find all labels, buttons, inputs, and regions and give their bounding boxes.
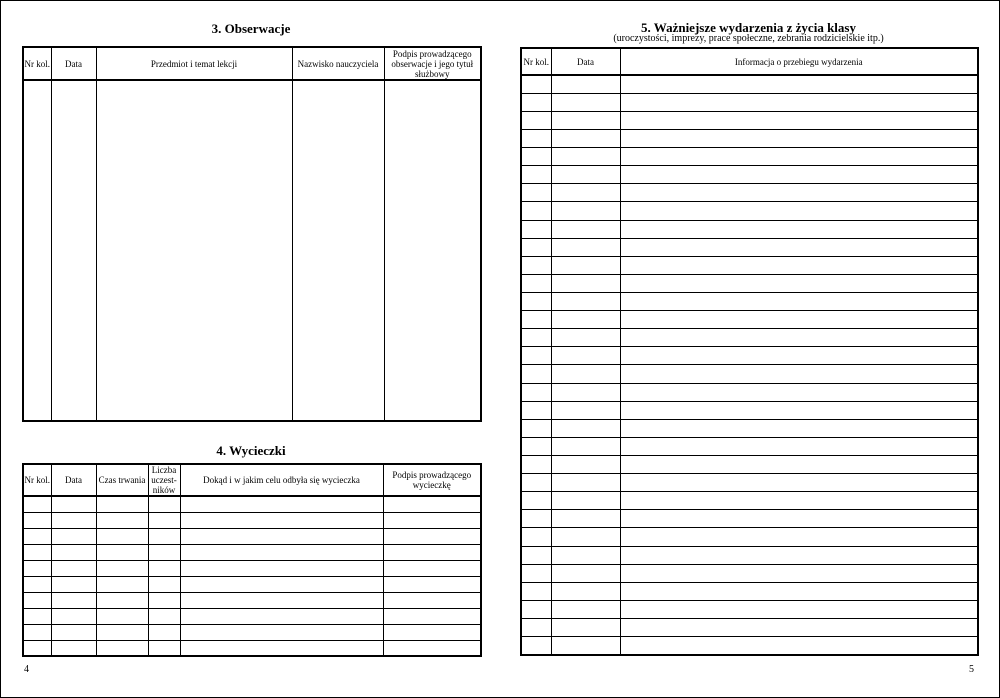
table-cell[interactable] xyxy=(383,496,481,512)
table-cell[interactable] xyxy=(180,544,383,560)
table-cell[interactable] xyxy=(551,582,620,600)
table-row xyxy=(23,576,481,592)
table-cell[interactable] xyxy=(521,256,551,274)
table-cell[interactable] xyxy=(551,347,620,365)
table-cell[interactable] xyxy=(521,365,551,383)
table-row xyxy=(521,618,978,636)
table-cell[interactable] xyxy=(521,111,551,129)
table-row xyxy=(23,640,481,656)
table-row xyxy=(521,166,978,184)
table-row xyxy=(521,347,978,365)
table-row xyxy=(521,75,978,93)
wydarzenia-subtitle: (uroczystości, imprezy, prace społeczne, zebrania rodzicielskie itp.) xyxy=(613,33,884,44)
table-cell[interactable] xyxy=(620,546,978,564)
table-cell[interactable] xyxy=(551,528,620,546)
table-row xyxy=(23,512,481,528)
table-cell[interactable] xyxy=(383,608,481,624)
table-cell[interactable] xyxy=(383,624,481,640)
table-cell[interactable] xyxy=(96,496,148,512)
table-cell[interactable] xyxy=(51,560,96,576)
table-row xyxy=(521,437,978,455)
table-cell[interactable] xyxy=(180,560,383,576)
table-cell[interactable] xyxy=(51,640,96,656)
table-cell[interactable] xyxy=(620,637,978,655)
table-cell[interactable] xyxy=(620,365,978,383)
table-row xyxy=(521,130,978,148)
table-cell[interactable] xyxy=(148,496,180,512)
table-cell[interactable] xyxy=(620,510,978,528)
table-cell[interactable] xyxy=(551,220,620,238)
table-cell[interactable] xyxy=(620,329,978,347)
table-cell[interactable] xyxy=(51,544,96,560)
table-cell[interactable] xyxy=(551,365,620,383)
obserwacje-table xyxy=(22,46,482,422)
table-cell[interactable] xyxy=(51,592,96,608)
table-cell[interactable] xyxy=(23,512,51,528)
table-row xyxy=(521,528,978,546)
table-row xyxy=(521,637,978,655)
table-cell[interactable] xyxy=(521,184,551,202)
table-cell[interactable] xyxy=(148,560,180,576)
table-cell[interactable] xyxy=(180,624,383,640)
column-header: Data xyxy=(51,464,96,496)
table-cell[interactable] xyxy=(383,592,481,608)
table-cell[interactable] xyxy=(521,148,551,166)
table-cell[interactable] xyxy=(383,576,481,592)
column-header: Podpis prowadzącego obserwacje i jego tytuł służbowy xyxy=(384,47,481,80)
table-cell[interactable] xyxy=(521,419,551,437)
table-row xyxy=(521,582,978,600)
table-cell[interactable] xyxy=(521,292,551,310)
table-cell[interactable] xyxy=(551,311,620,329)
table-cell[interactable] xyxy=(96,528,148,544)
table-cell[interactable] xyxy=(521,93,551,111)
table-cell[interactable] xyxy=(620,148,978,166)
table-cell[interactable] xyxy=(551,401,620,419)
table-row xyxy=(521,600,978,618)
table-cell[interactable] xyxy=(521,546,551,564)
table-cell[interactable] xyxy=(51,528,96,544)
column-header: Informacja o przebiegu wydarzenia xyxy=(620,48,978,75)
table-cell[interactable] xyxy=(551,238,620,256)
table-cell[interactable] xyxy=(521,166,551,184)
table-row xyxy=(521,184,978,202)
table-cell[interactable] xyxy=(148,512,180,528)
table-row xyxy=(23,624,481,640)
table-row xyxy=(23,608,481,624)
table-cell[interactable] xyxy=(521,238,551,256)
table-cell[interactable] xyxy=(383,512,481,528)
table-cell[interactable] xyxy=(551,274,620,292)
table-row xyxy=(521,202,978,220)
table-cell[interactable] xyxy=(620,292,978,310)
table-cell[interactable] xyxy=(551,637,620,655)
table-cell[interactable] xyxy=(96,512,148,528)
table-cell[interactable] xyxy=(96,624,148,640)
table-cell[interactable] xyxy=(148,608,180,624)
column-header: Podpis prowadzącego wycieczkę xyxy=(383,464,481,496)
table-cell[interactable] xyxy=(551,75,620,93)
table-row xyxy=(521,419,978,437)
table-cell[interactable] xyxy=(96,592,148,608)
table-cell[interactable] xyxy=(551,383,620,401)
table-cell[interactable] xyxy=(620,111,978,129)
table-row xyxy=(521,148,978,166)
table-cell[interactable] xyxy=(620,238,978,256)
table-cell[interactable] xyxy=(620,528,978,546)
table-cell[interactable] xyxy=(551,618,620,636)
obserwacje-title: 3. Obserwacje xyxy=(211,21,291,36)
table-cell[interactable] xyxy=(620,220,978,238)
table-cell[interactable] xyxy=(180,640,383,656)
table-cell[interactable] xyxy=(551,474,620,492)
table-cell[interactable] xyxy=(551,130,620,148)
table-cell[interactable] xyxy=(51,512,96,528)
table-cell[interactable] xyxy=(23,528,51,544)
table-row xyxy=(521,492,978,510)
table-cell[interactable] xyxy=(521,618,551,636)
table-cell[interactable] xyxy=(23,624,51,640)
table-cell[interactable] xyxy=(23,544,51,560)
table-cell[interactable] xyxy=(551,510,620,528)
page-number-left: 4 xyxy=(24,664,29,675)
table-cell[interactable] xyxy=(551,148,620,166)
table-cell[interactable] xyxy=(551,93,620,111)
table-cell[interactable] xyxy=(51,576,96,592)
table-row xyxy=(521,455,978,473)
table-cell[interactable] xyxy=(521,582,551,600)
table-cell[interactable] xyxy=(383,528,481,544)
table-row xyxy=(23,528,481,544)
table-cell[interactable] xyxy=(148,640,180,656)
table-cell[interactable] xyxy=(620,93,978,111)
table-cell[interactable] xyxy=(551,202,620,220)
table-cell[interactable] xyxy=(620,401,978,419)
table-row xyxy=(521,329,978,347)
column-header: Dokąd i w jakim celu odbyła się wycieczka xyxy=(180,464,383,496)
table-row xyxy=(521,510,978,528)
table-cell[interactable] xyxy=(551,184,620,202)
table-cell[interactable] xyxy=(23,576,51,592)
table-cell[interactable] xyxy=(23,80,51,421)
table-cell[interactable] xyxy=(551,256,620,274)
table-cell[interactable] xyxy=(551,166,620,184)
table-cell[interactable] xyxy=(551,600,620,618)
table-cell[interactable] xyxy=(383,640,481,656)
table-cell[interactable] xyxy=(23,592,51,608)
table-cell[interactable] xyxy=(51,608,96,624)
table-cell[interactable] xyxy=(620,383,978,401)
table-cell[interactable] xyxy=(96,544,148,560)
table-row xyxy=(521,311,978,329)
table-cell[interactable] xyxy=(23,560,51,576)
table-cell[interactable] xyxy=(551,329,620,347)
table-cell[interactable] xyxy=(551,292,620,310)
wycieczki-title: 4. Wycieczki xyxy=(216,443,286,458)
table-cell[interactable] xyxy=(96,576,148,592)
table-cell[interactable] xyxy=(180,576,383,592)
table-cell[interactable] xyxy=(551,111,620,129)
table-cell[interactable] xyxy=(620,582,978,600)
table-cell[interactable] xyxy=(620,564,978,582)
table-cell[interactable] xyxy=(620,492,978,510)
table-cell[interactable] xyxy=(521,510,551,528)
table-cell[interactable] xyxy=(521,492,551,510)
table-row xyxy=(521,401,978,419)
table-cell[interactable] xyxy=(180,608,383,624)
table-cell[interactable] xyxy=(551,419,620,437)
table-cell[interactable] xyxy=(148,544,180,560)
table-cell[interactable] xyxy=(521,311,551,329)
table-cell[interactable] xyxy=(148,576,180,592)
table-cell[interactable] xyxy=(620,347,978,365)
table-cell[interactable] xyxy=(51,496,96,512)
column-header: Liczba uczest-ników xyxy=(148,464,180,496)
table-cell[interactable] xyxy=(620,184,978,202)
table-cell[interactable] xyxy=(620,311,978,329)
wydarzenia-table xyxy=(520,47,979,656)
table-row xyxy=(521,292,978,310)
table-row xyxy=(521,111,978,129)
table-cell[interactable] xyxy=(521,75,551,93)
page-number-right: 5 xyxy=(969,664,974,675)
table-cell[interactable] xyxy=(551,564,620,582)
table-row xyxy=(521,365,978,383)
table-cell[interactable] xyxy=(551,492,620,510)
table-cell[interactable] xyxy=(521,202,551,220)
table-cell[interactable] xyxy=(521,274,551,292)
table-cell[interactable] xyxy=(620,474,978,492)
table-cell[interactable] xyxy=(148,528,180,544)
table-cell[interactable] xyxy=(23,608,51,624)
table-cell[interactable] xyxy=(96,640,148,656)
table-cell[interactable] xyxy=(521,401,551,419)
table-cell[interactable] xyxy=(180,512,383,528)
table-cell[interactable] xyxy=(521,637,551,655)
table-cell[interactable] xyxy=(551,546,620,564)
table-cell[interactable] xyxy=(521,600,551,618)
table-cell[interactable] xyxy=(180,496,383,512)
table-cell[interactable] xyxy=(521,528,551,546)
table-cell[interactable] xyxy=(148,624,180,640)
table-cell[interactable] xyxy=(383,544,481,560)
table-cell[interactable] xyxy=(96,608,148,624)
table-cell[interactable] xyxy=(180,528,383,544)
table-cell[interactable] xyxy=(620,618,978,636)
table-cell[interactable] xyxy=(23,496,51,512)
table-cell[interactable] xyxy=(383,560,481,576)
table-cell[interactable] xyxy=(521,329,551,347)
table-row xyxy=(521,256,978,274)
table-cell[interactable] xyxy=(551,437,620,455)
table-cell[interactable] xyxy=(620,256,978,274)
table-cell[interactable] xyxy=(292,80,384,421)
table-cell[interactable] xyxy=(551,455,620,473)
table-cell[interactable] xyxy=(521,347,551,365)
table-cell[interactable] xyxy=(521,220,551,238)
table-cell[interactable] xyxy=(620,455,978,473)
column-header: Nr kol. xyxy=(23,464,51,496)
table-cell[interactable] xyxy=(620,130,978,148)
table-cell[interactable] xyxy=(51,80,96,421)
table-cell[interactable] xyxy=(521,437,551,455)
table-row xyxy=(521,238,978,256)
table-cell[interactable] xyxy=(521,130,551,148)
table-cell[interactable] xyxy=(620,274,978,292)
column-header: Czas trwania xyxy=(96,464,148,496)
column-header: Nr kol. xyxy=(521,48,551,75)
table-cell[interactable] xyxy=(620,202,978,220)
table-row xyxy=(23,496,481,512)
table-cell[interactable] xyxy=(521,383,551,401)
table-cell[interactable] xyxy=(620,75,978,93)
table-cell[interactable] xyxy=(51,624,96,640)
column-header: Data xyxy=(551,48,620,75)
table-cell[interactable] xyxy=(384,80,481,421)
table-cell[interactable] xyxy=(23,640,51,656)
table-cell[interactable] xyxy=(148,592,180,608)
column-header: Data xyxy=(51,47,96,80)
table-cell[interactable] xyxy=(620,437,978,455)
wycieczki-table xyxy=(22,463,482,657)
table-row xyxy=(521,564,978,582)
table-row xyxy=(521,274,978,292)
table-cell[interactable] xyxy=(521,474,551,492)
table-row xyxy=(23,592,481,608)
wydarzenia-title: 5. Ważniejsze wydarzenia z życia klasy xyxy=(641,20,856,35)
table-cell[interactable] xyxy=(96,560,148,576)
table-cell[interactable] xyxy=(620,419,978,437)
table-cell[interactable] xyxy=(620,166,978,184)
table-cell[interactable] xyxy=(96,80,292,421)
column-header: Nr kol. xyxy=(23,47,51,80)
table-cell[interactable] xyxy=(620,600,978,618)
table-cell[interactable] xyxy=(521,455,551,473)
column-header: Przedmiot i temat lekcji xyxy=(96,47,292,80)
table-row xyxy=(23,560,481,576)
table-cell[interactable] xyxy=(180,592,383,608)
table-row xyxy=(521,383,978,401)
table-row xyxy=(521,546,978,564)
table-cell[interactable] xyxy=(521,564,551,582)
table-row xyxy=(521,93,978,111)
table-row xyxy=(521,474,978,492)
column-header: Nazwisko nauczyciela xyxy=(292,47,384,80)
table-row xyxy=(23,544,481,560)
table-row xyxy=(521,220,978,238)
